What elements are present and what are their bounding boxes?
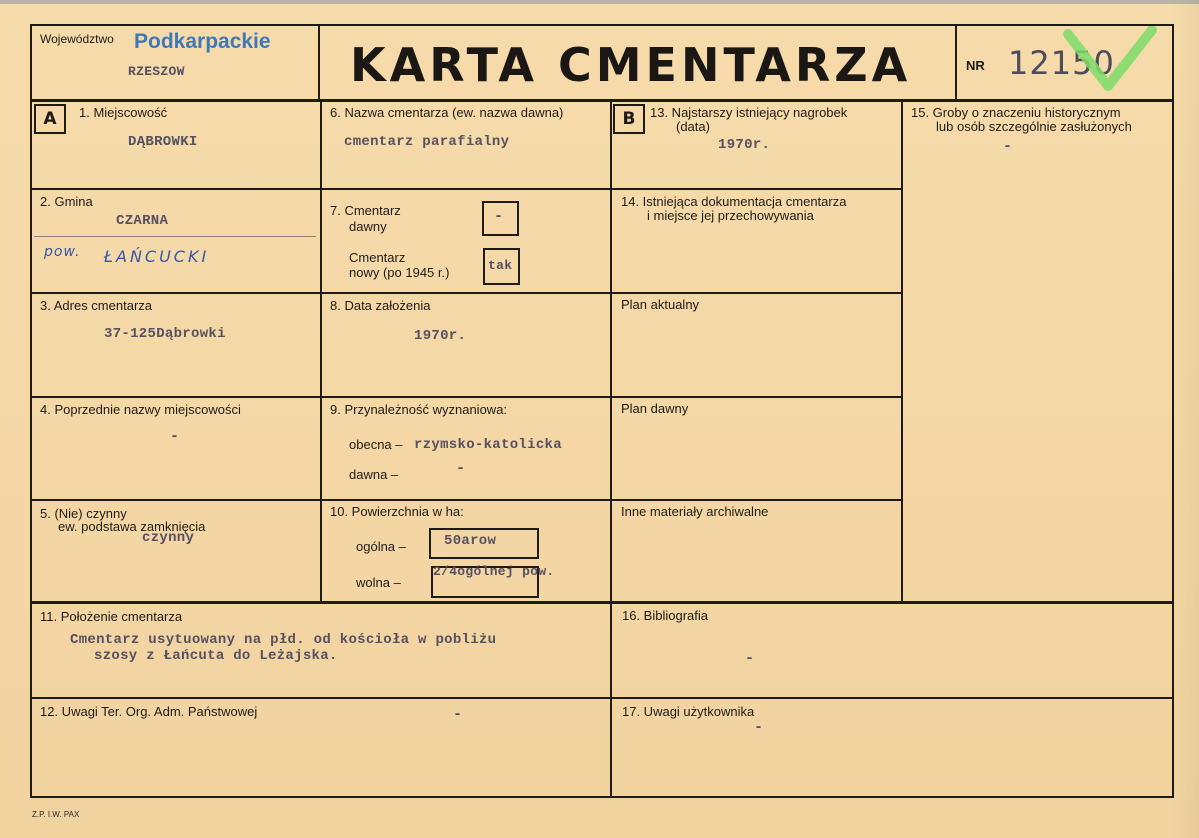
field-15-label-line2: lub osób szczególnie zasłużonych	[936, 119, 1132, 134]
field-2-value: CZARNA	[116, 213, 169, 229]
field-3-value: 37-125Dąbrowki	[104, 326, 226, 342]
field-5-label-line2: ew. podstawa zamknięcia	[58, 519, 206, 534]
row-divider-c2-1	[320, 188, 612, 190]
col-divider-2	[610, 100, 612, 796]
field-10-total-label: ogólna –	[356, 539, 406, 554]
field-5-value: czynny	[142, 530, 195, 546]
field-16-value: -	[745, 650, 755, 667]
row-divider-c2-2	[320, 292, 612, 294]
scan-top-edge	[0, 0, 1199, 4]
row-divider-c2-4	[320, 499, 612, 501]
field-13-value: 1970r.	[718, 137, 771, 153]
field-7-old-label-1: 7. Cmentarz	[330, 203, 401, 218]
row-divider-c2-3	[320, 396, 612, 398]
field-17-label: 17. Uwagi użytkownika	[622, 704, 755, 719]
section-a-marker: A	[34, 104, 66, 134]
field-9-current-value: rzymsko-katolicka	[414, 437, 562, 453]
field-7-new-label-1: Cmentarz	[349, 250, 406, 265]
field-10-label: 10. Powierzchnia w ha:	[330, 504, 464, 519]
row-divider-c1-3	[30, 396, 322, 398]
plan-dawny-label: Plan dawny	[621, 401, 689, 416]
field-7-new-label-2: nowy (po 1945 r.)	[349, 265, 450, 280]
field-6-label: 6. Nazwa cmentarza (ew. nazwa dawna)	[330, 105, 564, 120]
field-1-value: DĄBROWKI	[128, 134, 198, 150]
field-2-powiat-prefix: pow.	[44, 244, 81, 260]
field-2-powiat-value: ŁAŃCUCKI	[104, 247, 210, 266]
field-14-label-line1: 14. Istniejąca dokumentacja cmentarza	[621, 194, 847, 209]
row-divider-c3-2	[610, 292, 902, 294]
frame-right	[1172, 24, 1174, 798]
field-11-value-line2: szosy z Łańcuta do Leżajska.	[94, 648, 338, 664]
field-7-old-label-2: dawny	[349, 219, 387, 234]
row-divider-bottom-1	[30, 601, 1174, 604]
row-divider-c3-4	[610, 499, 902, 501]
row-divider-c3-3	[610, 396, 902, 398]
field-11-label: 11. Położenie cmentarza	[40, 609, 183, 624]
field-9-former-value: -	[456, 460, 466, 477]
frame-left	[30, 24, 32, 798]
field-8-value: 1970r.	[414, 328, 467, 344]
printer-footer: Z.P. I.W. PAX	[32, 810, 80, 819]
wojewodztwo-typed-value: RZESZOW	[128, 64, 185, 79]
inne-materialy-label: Inne materiały archiwalne	[621, 504, 769, 519]
field-12-label: 12. Uwagi Ter. Org. Adm. Państwowej	[40, 704, 258, 719]
wojewodztwo-stamp: Podkarpackie	[134, 30, 271, 53]
field-1-label: 1. Miejscowość	[79, 105, 168, 120]
field-10-free-value: 2/4ogólnej pow.	[433, 564, 555, 579]
section-b-marker: B	[613, 104, 645, 134]
header-bottom	[30, 99, 1174, 102]
field-13-label-line1: 13. Najstarszy istniejący nagrobek	[650, 105, 848, 120]
field-13-label-line2: (data)	[676, 119, 710, 134]
plan-aktualny-label: Plan aktualny	[621, 297, 700, 312]
field-15-value: -	[1003, 138, 1013, 155]
field-15-label-line1: 15. Groby o znaczeniu historycznym	[911, 105, 1121, 120]
row-divider-c1-1	[30, 188, 322, 190]
row-divider-c3-1	[610, 188, 902, 190]
row-divider-c1-4	[30, 499, 322, 501]
field-7-old-value: -	[494, 208, 504, 225]
col-divider-3	[901, 100, 903, 602]
header-divider-2	[955, 24, 957, 100]
field-4-label: 4. Poprzednie nazwy miejscowości	[40, 402, 241, 417]
frame-bottom	[30, 796, 1174, 798]
record-number-value: 12150	[1008, 44, 1115, 82]
field-9-label: 9. Przynależność wyznaniowa:	[330, 402, 508, 417]
field-4-value: -	[170, 428, 180, 445]
field-11-value-line1: Cmentarz usytuowany na płd. od kościoła w pobliżu	[70, 632, 497, 648]
page-title: KARTA CMENTARZA	[350, 38, 912, 92]
field-14-label-line2: i miejsce jej przechowywania	[647, 208, 814, 223]
field-17-value: -	[754, 719, 764, 736]
field-9-former-label: dawna –	[349, 467, 399, 482]
record-number-label: NR	[966, 58, 985, 73]
row-divider-c1-2	[30, 292, 322, 294]
field-16-label: 16. Bibliografia	[622, 608, 708, 623]
field-10-total-value: 50arow	[444, 533, 497, 549]
gmina-underline	[34, 236, 316, 237]
field-12-value: -	[453, 706, 463, 723]
frame-top	[30, 24, 1174, 26]
col-divider-1	[320, 100, 322, 602]
field-10-free-label: wolna –	[356, 575, 401, 590]
row-divider-bottom-2	[30, 697, 1174, 699]
wojewodztwo-label: Województwo	[40, 32, 114, 46]
green-marker-check-mark	[1060, 26, 1160, 96]
header-divider-1	[318, 24, 320, 100]
scan-right-shadow	[1171, 0, 1199, 838]
field-5-label-line1: 5. (Nie) czynny	[40, 506, 127, 521]
field-3-label: 3. Adres cmentarza	[40, 298, 152, 313]
field-7-new-value: tak	[488, 258, 513, 273]
field-2-label: 2. Gmina	[40, 194, 93, 209]
field-8-label: 8. Data założenia	[330, 298, 431, 313]
field-9-current-label: obecna –	[349, 437, 403, 452]
field-6-value: cmentarz parafialny	[344, 134, 510, 150]
